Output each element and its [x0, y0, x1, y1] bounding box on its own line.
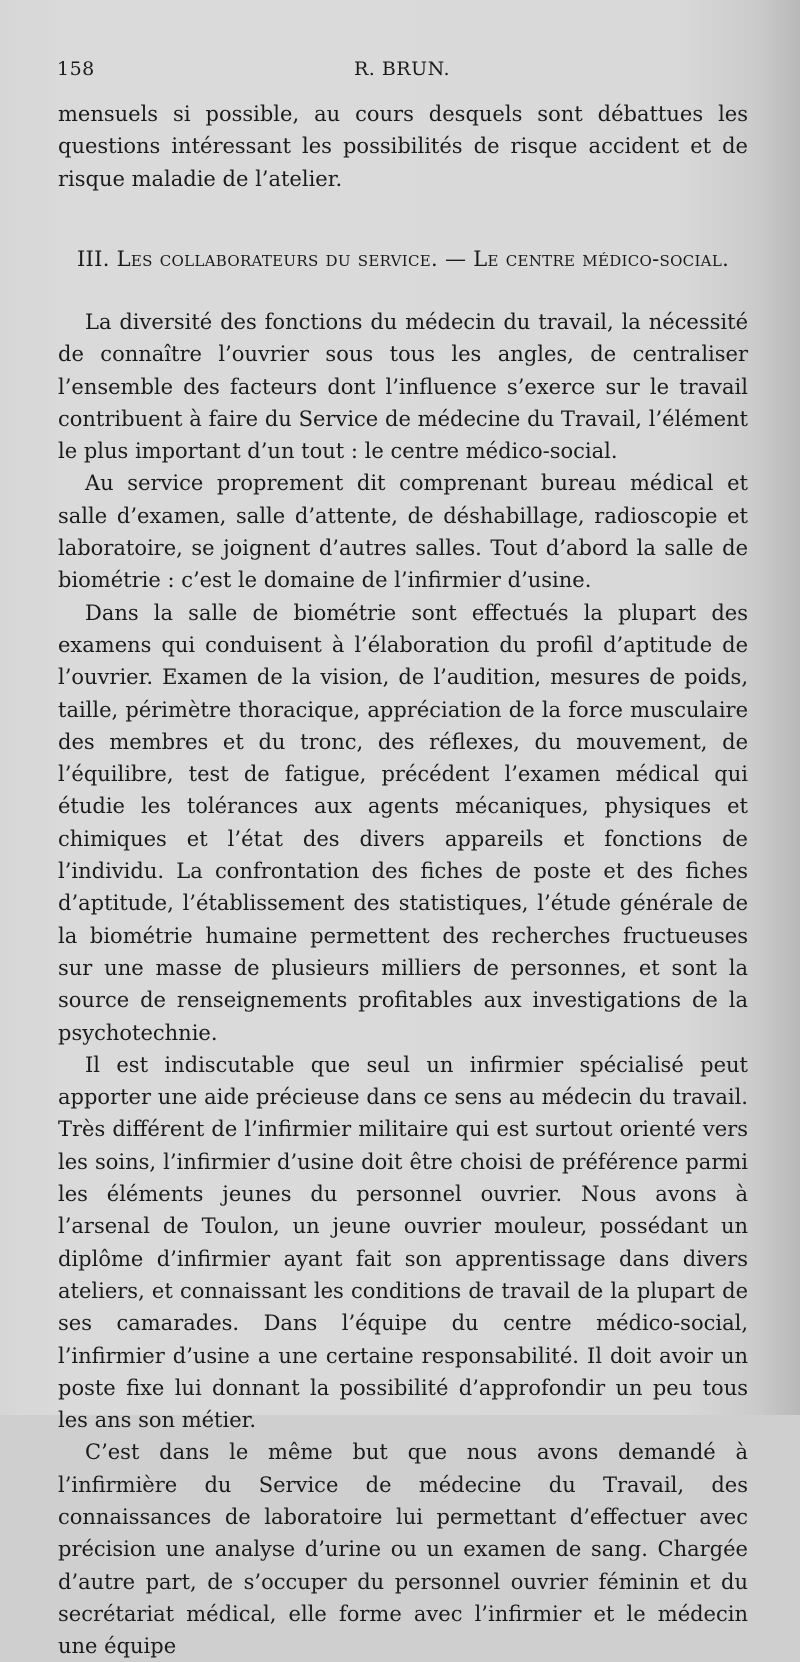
continued-paragraph: mensuels si possible, au cours desquels sont débattues les questions intéressant les possibilités de risque accident et de risque maladie de l’atelier. [58, 102, 748, 191]
page-number: 158 [57, 58, 95, 80]
paragraph: Dans la salle de biométrie sont effectués la plupart des examens qui conduisent à l’élaboration du profil d’aptitude de l’ouvrier. Examen de la vision, de l’audition, mesures de poids, taille, périmètre thoracique, appréciation de la force musculaire des membres et du tronc, des réflexes, du mouvement, de l’équilibre, test de fatigue, précédent l’examen médical qui étudie les tolérances aux agents mécaniques, physiques et chimiques et l’état des divers appareils et fonctions de l’individu. La confrontation des fiches de poste et des fiches d’aptitude, l’établissement des statistiques, l’étude générale de la biométrie humaine permettent des recherches fructueuses sur une masse de plusieurs milliers de personnes, et sont la source de renseignements profitables aux investigations de la psychotechnie. [58, 600, 748, 1045]
running-head: R. BRUN. [353, 58, 451, 80]
paragraph: La diversité des fonctions du médecin du travail, la nécessité de connaître l’ouvrier sous tous les angles, de centraliser l’ensemble des facteurs dont l’influence s’exerce sur le travail contribuent à faire du Service de médecine du Travail, l’élément le plus important d’un tout : le centre médico-social. [58, 310, 748, 464]
paragraph: C’est dans le même but que nous avons demandé à l’infirmière du Service de médecine du Travail, des connaissances de laboratoire lui permettant d’effectuer avec précision une analyse d’urine ou un examen de sang. Chargée d’autre part, de s’occuper du personnel ouvrier féminin et du secrétariat médical, elle forme avec l’infirmier et le médecin une équipe [58, 1440, 748, 1659]
paragraph: Au service proprement dit comprenant bureau médical et salle d’examen, salle d’attente, de déshabillage, radioscopie et laboratoire, se joignent d’autres salles. Tout d’abord la salle de biométrie : c’est le domaine de l’infirmier d’usine. [58, 471, 748, 593]
section-body [58, 306, 748, 1662]
paragraph: Il est indiscutable que seul un infirmier spécialisé peut apporter une aide précieuse dans ce sens au médecin du travail. Très différent de l’infirmier militaire qui est surtout orienté vers les soins, l’infirmier d’usine doit être choisi de préférence parmi les éléments jeunes du personnel ouvrier. Nous avons à l’arsenal de Toulon, un jeune ouvrier mouleur, possédant un diplôme d’infirmier ayant fait son apprentissage dans divers ateliers, et connaissant les conditions de travail de la plupart de ses camarades. Dans l’équipe du centre médico-social, l’infirmier d’usine a une certaine responsabilité. Il doit avoir un poste fixe lui donnant la possibilité d’approfondir un peu tous les ans son métier. [58, 1052, 748, 1433]
continued-paragraph-block [58, 98, 748, 195]
page-header [57, 58, 747, 88]
section-heading: III. Les collaborateurs du service. — Le centre médico-social. [76, 247, 730, 271]
